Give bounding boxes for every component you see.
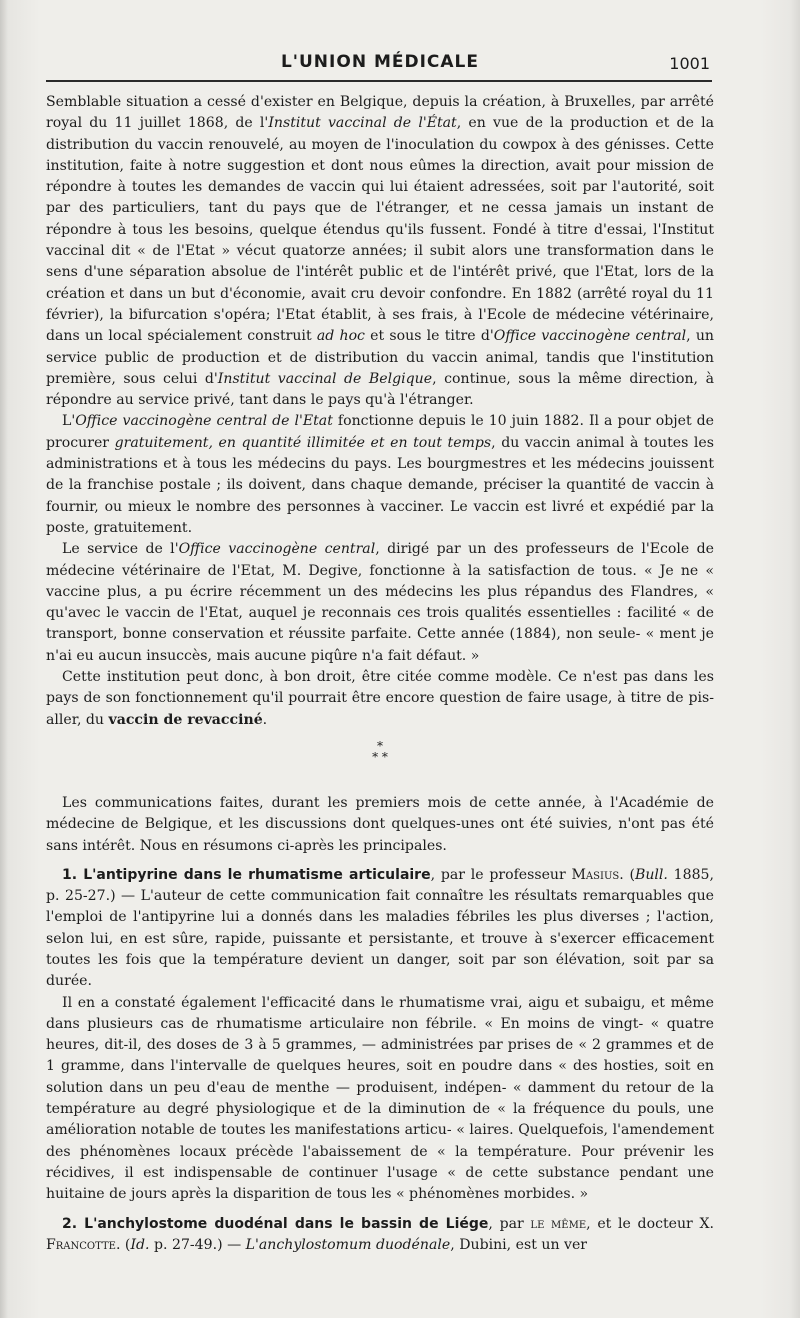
paragraph [46, 667, 714, 731]
author-name: Francotte [46, 1236, 116, 1253]
section-separator [46, 738, 714, 764]
section-heading: 1. L'antipyrine dans le rhumatisme articulaire [62, 866, 431, 883]
italic-run: Institut vaccinal de Belgique [217, 370, 433, 387]
text-run: Cette institution peut donc, à bon droit, être citée comme modèle. Ce n'est pas dans les pays de son fonctionnement qu'il pourrait être encore question de faire usage, à titre de pis-aller, du [46, 669, 714, 728]
text-run: Le service de l' [62, 541, 179, 558]
text-run: p. 27-49.) — [149, 1236, 246, 1253]
italic-run: gratuitement, en quantité illimitée et en tout temps [114, 434, 492, 451]
text-run: 1885, p. 25-27.) — L'auteur de cette communication fait connaître les résultats remarquables que l'emploi de l'antipyrine lui a donnés dans les maladies fébriles les plus diverses ; l'action, selon lui, en est sûre, rapide, puissante et persistante, et trouve à s'exercer efficacement toutes les fois que la température devient un danger, soit par son élévation, soit par sa durée. [46, 866, 715, 990]
italic-run: Id. [130, 1236, 150, 1253]
text-run: et sous le titre d' [364, 328, 494, 345]
separator-top-star: * [377, 738, 383, 753]
section-heading: 2. L'anchylostome duodénal dans le bassin de Liége [62, 1215, 489, 1232]
text-run: Les communications faites, durant les premiers mois de cette année, à l'Académie de médecine de Belgique, et les discussions dont quelques-unes ont été suivies, n'ont pas été sans intérêt. Nous en résumons ci-après les principales. [46, 794, 714, 854]
text-run: , par [488, 1215, 531, 1232]
text-run: fonctionne depuis le 10 juin 1882. Il a pour objet de procurer [46, 413, 714, 451]
paragraph [46, 793, 714, 857]
author-name: Masius [571, 866, 620, 883]
text-run: , et le docteur X. [586, 1215, 714, 1232]
italic-run: Office vaccinogène central de l'Etat [75, 413, 333, 430]
italic-run: Office vaccinogène central [178, 541, 376, 558]
text-run: , par le professeur [430, 866, 572, 883]
bold-run: vaccin de revacciné [108, 711, 263, 728]
paragraph [46, 411, 714, 539]
paragraph [46, 92, 714, 411]
text-run: Il en a constaté également l'efficacité dans le rhumatisme vrai, aigu et subaigu, et même dans plusieurs cas de rhumatisme articulaire non fébrile. « En moins de vingt- « quatre heures, dit-il, des doses de 3 à 5 grammes, — administrées par prises de « 2 grammes et de 1 gramme, dans l'intervalle de quelques heures, soit en poudre dans « des hosties, soit en solution dans un peu d'eau de menthe — produisent, indépen- « damment du retour de la température au degré physiologique et de la diminution de « la fréquence du pouls, une amélioration notable de toutes les manifestations articu- « laires. Quelquefois, l'amendement des phénomènes locaux précède l'abaissement de « la température. Pour prévenir les récidives, il est indispensable de continuer l'usage « de cette substance pendant une huitaine de jours après la disparition de tous les « phénomènes morbides. » [46, 994, 714, 1203]
paragraph [46, 539, 714, 667]
text-run: , Dubini, est un ver [450, 1236, 588, 1253]
paragraph [46, 993, 714, 1206]
italic-run: L'anchylostomum duodénale [245, 1236, 451, 1253]
text-run: , du vaccin animal à toutes les administrations et à tous les médecins du pays. Les bourgmestres et les médecins jouissent de la franchise postale ; ils doivent, dans chaque demande, préciser la quantité de vaccin à fournir, ou mieux le nombre des personnes à vacciner. Le vaccin est livré et expédié par la poste, gratuitement. [46, 434, 714, 536]
spacer [46, 857, 714, 865]
paragraph [46, 865, 714, 993]
separator-bottom-stars: * * [372, 749, 388, 764]
text-run: . [262, 711, 268, 728]
paragraph [46, 1214, 714, 1257]
text-run: , un service public de production et de distribution du vaccin animal, tandis que l'institution première, sous celui d' [46, 328, 714, 387]
italic-run: Office vaccinogène central [493, 328, 687, 345]
journal-title: L'UNION MÉDICALE [280, 52, 480, 72]
text-run: , continue, sous la même direction, à répondre au service privé, tant dans le pays qu'à l'étranger. [46, 370, 714, 409]
page-number: 1001 [669, 54, 710, 73]
text-run: , dirigé par un des professeurs de l'Ecole de médecine vétérinaire de l'Etat, M. Degive, fonctionne à la satisfaction de tous. « Je ne « vaccine plus, a pu écrire récemment un des médecins les plus répandus des Flandres, « qu'avec le vaccin de l'Etat, auquel je reconnais ces trois qualités essentielles : facilité « de transport, bonne conservation et réussite parfaite. Cette année (1884), non seule- « ment je n'ai eu aucun insuccès, mais aucune piqûre n'a fait défaut. » [46, 541, 714, 664]
text-run: . ( [619, 866, 635, 883]
italic-run: Bull. [634, 866, 668, 883]
italic-run: Institut vaccinal de l'État [268, 115, 457, 132]
text-run: . ( [115, 1236, 131, 1253]
article-body [46, 92, 714, 1256]
italic-run: ad hoc [316, 328, 365, 345]
spacer [46, 1206, 714, 1214]
text-run: , en vue de la production et de la distribution du vaccin renouvelé, au moyen de l'inoculation du cowpox à des génisses. Cette institution, faite à notre suggestion et dont nous eûmes la direction, avait pour mission de répondre à toutes les demandes de vaccin qui lui étaient adressées, soit par l'autorité, soit par des particuliers, tant du pays que de l'étranger, et ne cessa jamais un instant de répondre à tous les besoins, quelque étendus qu'ils fussent. Fondé à titre d'essai, l'Institut vaccinal dit « de l'Etat » vécut quatorze années; il subit alors une transformation dans le sens d'une séparation absolue de l'intérêt public et de l'intérêt privé, que l'Etat, lors de la création et dans un but d'économie, avait cru devoir confondre. En 1882 (arrêté royal du 11 février), la bifurcation s'opéra; l'Etat établit, à ses frais, à l'Ecole de médecine vétérinaire, dans un local spécialement construit [46, 115, 715, 345]
header-rule [46, 80, 712, 82]
text-run: Semblable situation a cessé d'exister en Belgique, depuis la création, à Bruxelles, par arrêté royal du 11 juillet 1868, de l' [46, 94, 714, 132]
author-name: le même [530, 1215, 587, 1232]
text-run: L' [62, 413, 76, 430]
running-header [46, 46, 714, 76]
